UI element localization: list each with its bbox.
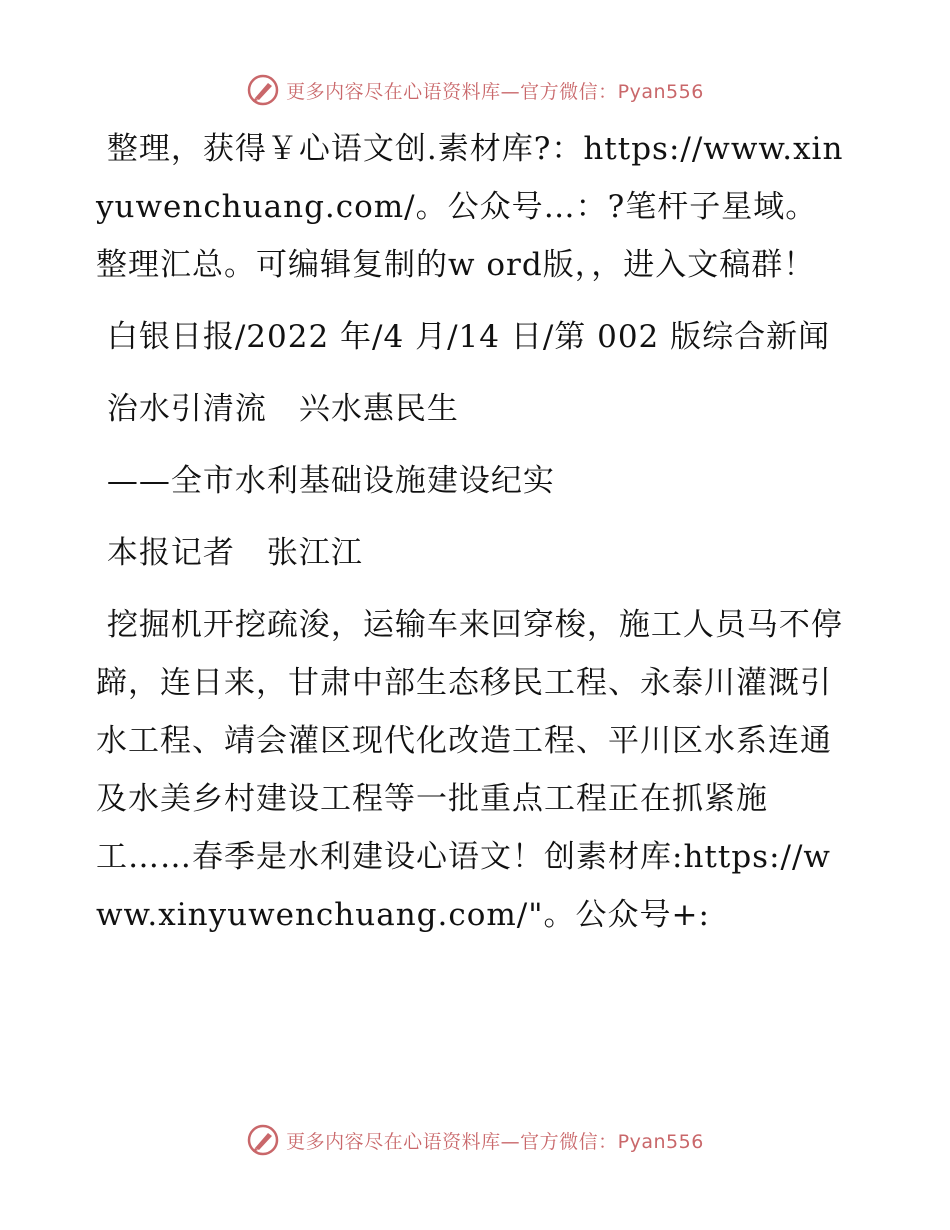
- article-byline: 本报记者 张江江: [106, 535, 363, 571]
- pen-logo-icon: [246, 1123, 280, 1157]
- header-watermark-banner: [0, 70, 950, 110]
- article-title: 治水引清流 兴水惠民生: [106, 391, 459, 427]
- article-subtitle: ——全市水利基础设施建设纪实: [106, 463, 555, 499]
- banner-text: 更多内容尽在心语资料库—官方微信：Pyan556: [286, 1130, 704, 1153]
- footer-watermark-banner: [0, 1120, 950, 1160]
- banner-text: 更多内容尽在心语资料库—官方微信：Pyan556: [286, 80, 704, 103]
- document-body: [96, 120, 848, 944]
- paragraph-body: 挖掘机开挖疏浚，运输车来回穿梭，施工人员马不停蹄，连日来，甘肃中部生态移民工程、永泰川灌溉引水工程、靖会灌区现代化改造工程、平川区水系连通及水美乡村建设工程等一批重点工程正在抓紧施工……春季是水利建设心语文！创素材库:https://www.xinyuwenchuang.com/"。公众号+:: [96, 607, 843, 933]
- paragraph-source: 白银日报/2022 年/4 月/14 日/第 002 版综合新闻: [106, 319, 831, 355]
- paragraph-intro: 整理，获得￥心语文创.素材库?：https://www.xinyuwenchuang.com/。公众号…：?笔杆子星域。整理汇总。可编辑复制的w ord版，，进入文稿群！: [96, 131, 844, 283]
- pen-logo-icon: [246, 73, 280, 107]
